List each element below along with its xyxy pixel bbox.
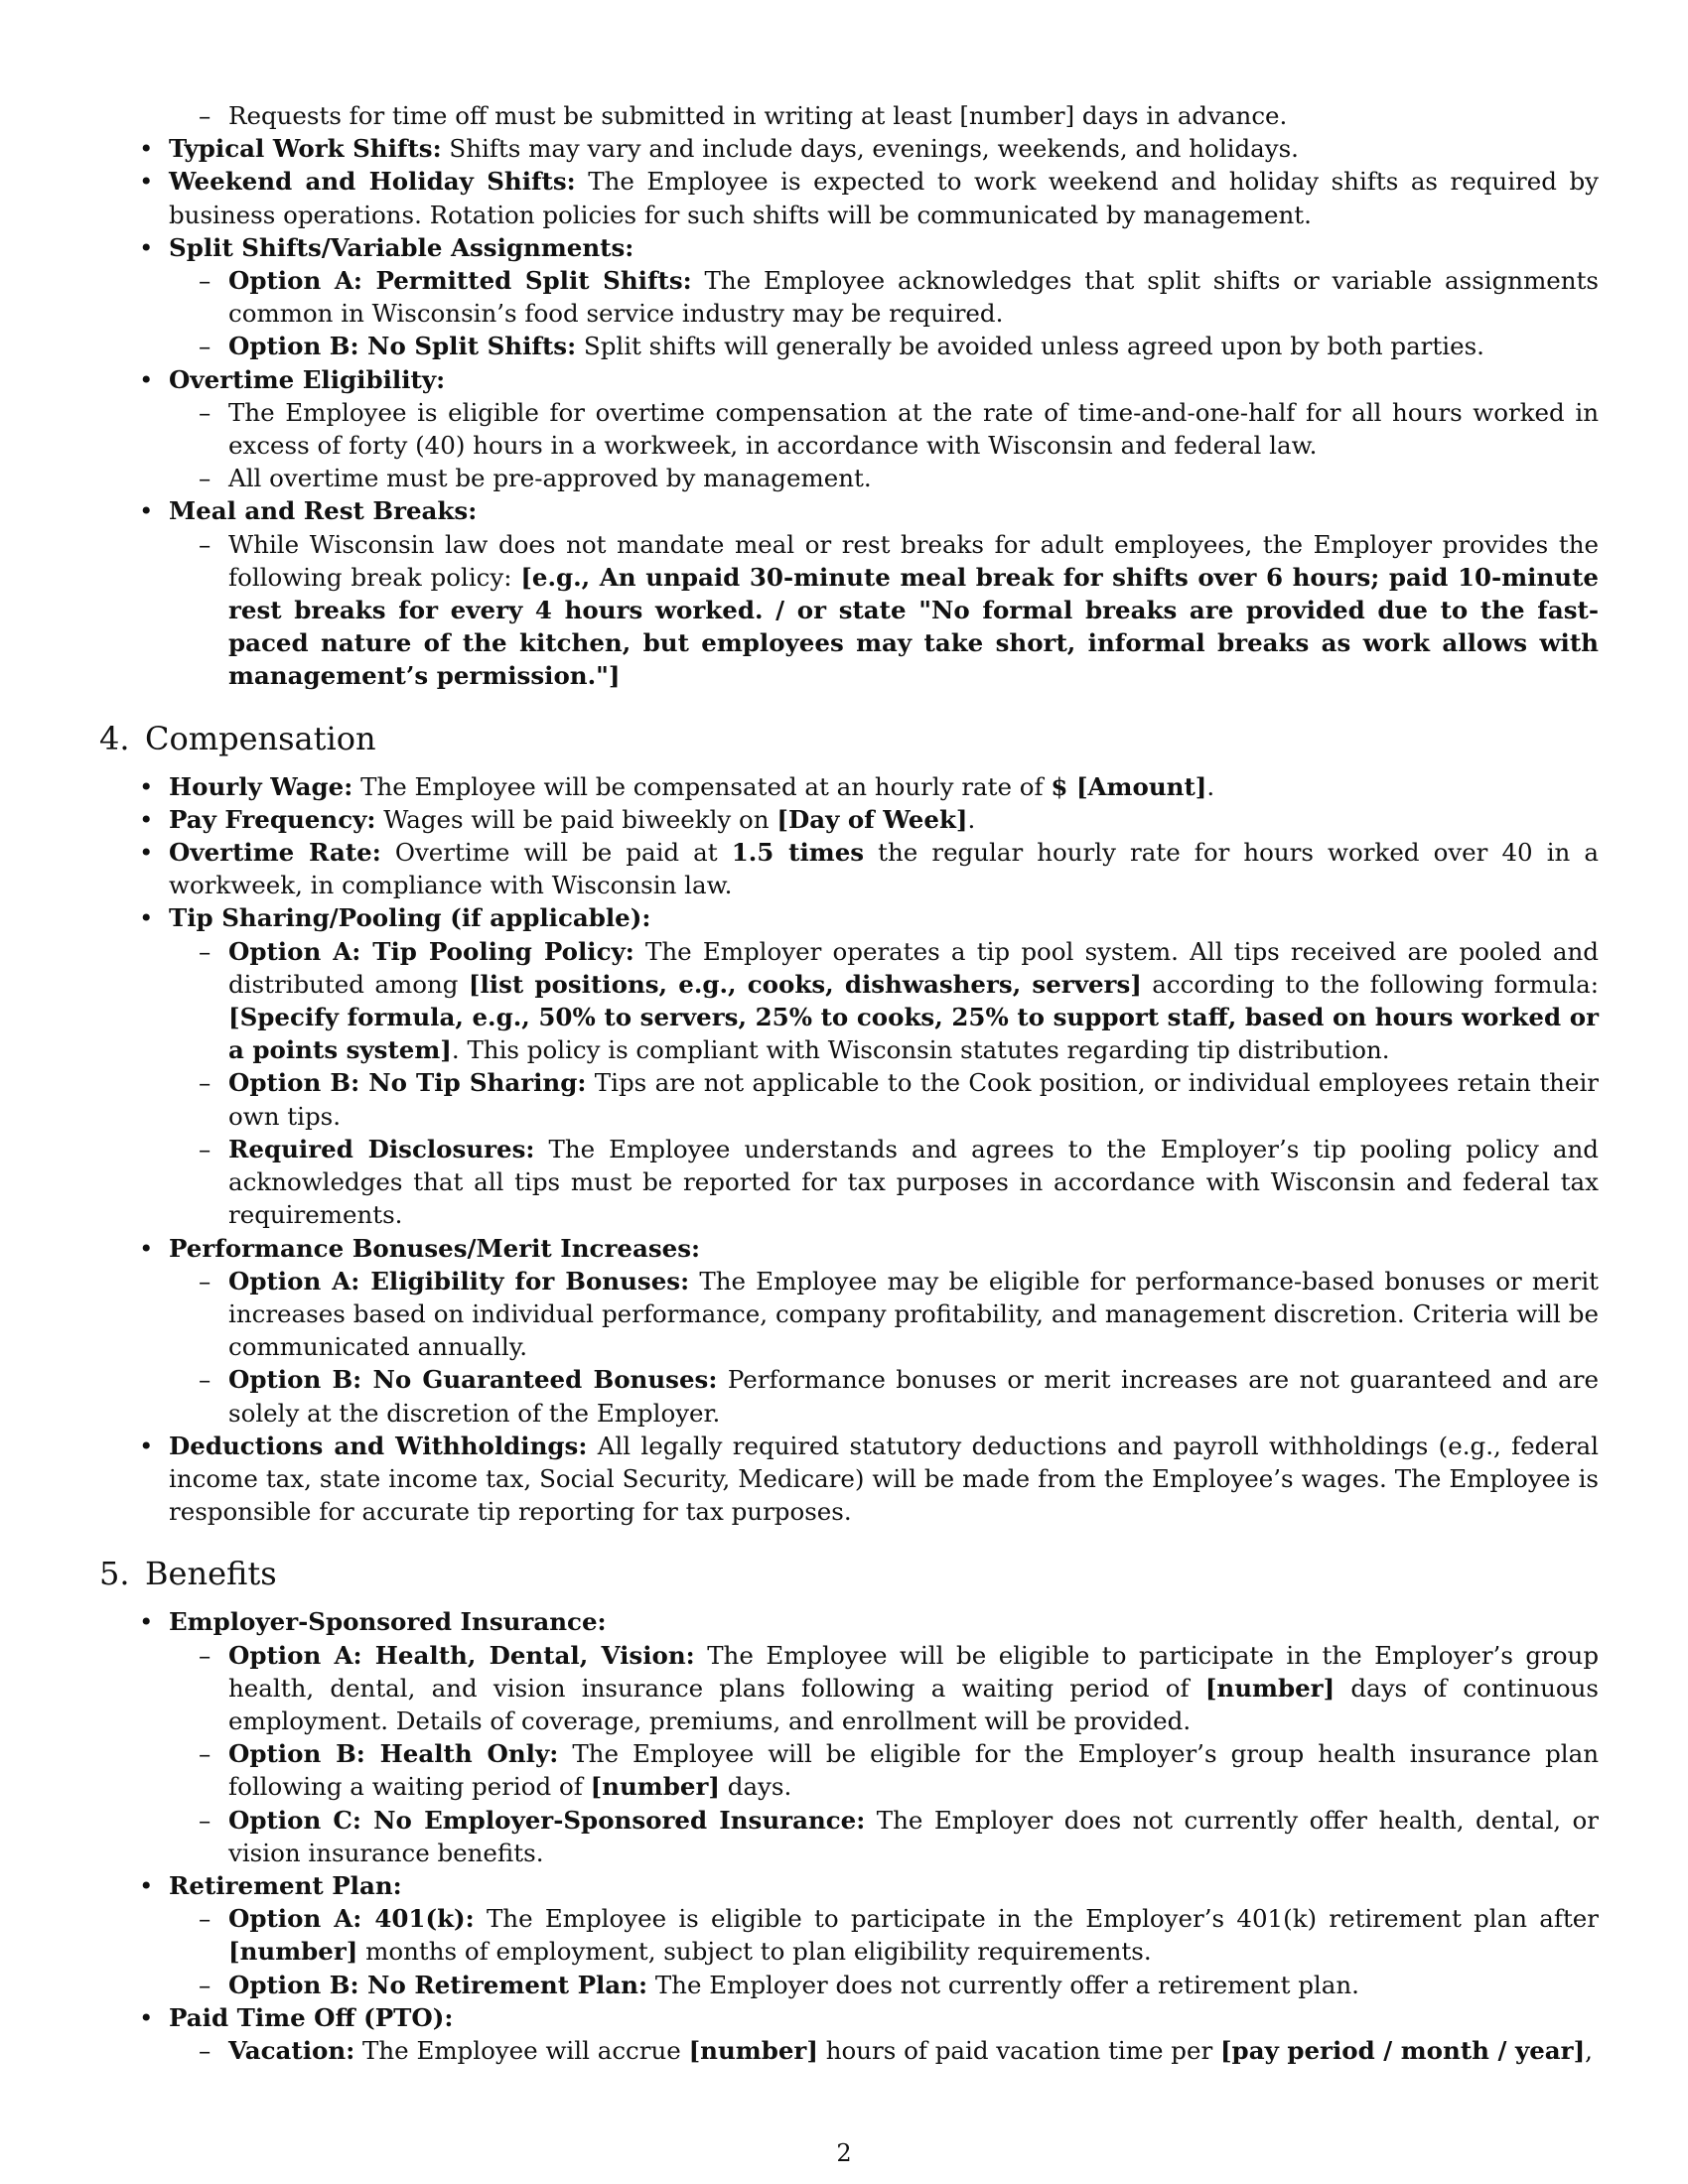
meal-breaks-item: • Meal and Rest Breaks: <box>139 496 478 526</box>
typical-shifts-item: • Typical Work Shifts: Shifts may vary and include days, evenings, weekends, and holidays. <box>139 134 1299 164</box>
bonus-option-b: – Option B: No Guaranteed Bonuses: Performance bonuses or merit increases are not guaranteed and are solely at the discretion of the Employer. <box>199 1365 1599 1428</box>
insurance-option-b: – Option B: Health Only: The Employee will be eligible for the Employer’s group health insurance plan following a waiting period of [number] days. <box>199 1739 1599 1802</box>
page-number: 2 <box>836 2139 852 2167</box>
document-page <box>99 99 1599 2067</box>
section-heading-benefits: 5. Benefits <box>99 1555 277 1593</box>
section-heading-compensation: 4. Compensation <box>99 719 376 757</box>
retirement-item: • Retirement Plan: <box>139 1870 402 1900</box>
retirement-option-b: – Option B: No Retirement Plan: The Employer does not currently offer a retirement plan. <box>199 1970 1359 1999</box>
overtime-rate-item: • Overtime Rate: Overtime will be paid at 1.5 times the regular hourly rate for hours worked over 40 in a workweek, in compliance with Wisconsin law. <box>139 838 1599 900</box>
overtime-sub-2: – All overtime must be pre-approved by management. <box>199 464 872 493</box>
split-shifts-item: • Split Shifts/Variable Assignments: <box>139 232 634 262</box>
tip-option-a: – Option A: Tip Pooling Policy: The Employer operates a tip pool system. All tips received are pooled and distributed among [list positions, e.g., cooks, dishwashers, servers] according to the following formula: [Specify formula, e.g., 50% to servers, 25% to cooks, 25% to support staff, based on hours worked or a points system]. This policy is compliant with Wisconsin statutes regarding tip distribution. <box>199 936 1599 1065</box>
split-option-b: – Option B: No Split Shifts: Split shifts will generally be avoided unless agreed upon by both parties. <box>199 332 1484 361</box>
overtime-sub-1: – The Employee is eligible for overtime compensation at the rate of time-and-one-half for all hours worked in excess of forty (40) hours in a workweek, in accordance with Wisconsin and federal law. <box>199 397 1599 461</box>
timeoff-item: – Requests for time off must be submitted in writing at least [number] days in advance. <box>199 101 1288 130</box>
weekend-shifts-item: • Weekend and Holiday Shifts: The Employee is expected to work weekend and holiday shifts as required by business operations. Rotation policies for such shifts will be communicated by management. <box>139 167 1599 229</box>
timeoff-text: Requests for time off must be submitted in writing at least [number] days in advance. <box>228 101 1288 130</box>
insurance-option-c: – Option C: No Employer-Sponsored Insurance: The Employer does not currently offer health, dental, or vision insurance benefits. <box>199 1805 1599 1867</box>
overtime-eligibility-item: • Overtime Eligibility: <box>139 364 446 394</box>
meal-breaks-sub: – While Wisconsin law does not mandate meal or rest breaks for adult employees, the Employer provides the following break policy: [e.g., An unpaid 30-minute meal break for shifts over 6 hours; paid 10-minute rest breaks for every 4 hours worked. / or state "No formal breaks are provided due to the fast-paced nature of the kitchen, but employees may take short, informal breaks as work allows with management’s permission."] <box>199 529 1599 691</box>
tip-disclosures: – Required Disclosures: The Employee understands and agrees to the Employer’s tip pooling policy and acknowledges that all tips must be reported for tax purposes in accordance with Wisconsin and federal tax requirements. <box>199 1134 1599 1230</box>
pto-item: • Paid Time Off (PTO): <box>139 2002 454 2032</box>
tip-option-b: – Option B: No Tip Sharing: Tips are not applicable to the Cook position, or individual employees retain their own tips. <box>199 1068 1599 1131</box>
insurance-item: • Employer-Sponsored Insurance: <box>139 1607 607 1637</box>
bonuses-item: • Performance Bonuses/Merit Increases: <box>139 1233 701 1263</box>
pay-frequency-item: • Pay Frequency: Wages will be paid biweekly on [Day of Week]. <box>139 804 976 834</box>
deductions-item: • Deductions and Withholdings: All legally required statutory deductions and payroll withholdings (e.g., federal income tax, state income tax, Social Security, Medicare) will be made from the Employee’s wages. The Employee is responsible for accurate tip reporting for tax purposes. <box>139 1431 1599 1527</box>
insurance-option-a: – Option A: Health, Dental, Vision: The Employee will be eligible to participate in the Employer’s group health, dental, and vision insurance plans following a waiting period of [number] days of continuous employment. Details of coverage, premiums, and enrollment will be provided. <box>199 1640 1599 1735</box>
split-option-a: – Option A: Permitted Split Shifts: The Employee acknowledges that split shifts or variable assignments common in Wisconsin’s food service industry may be required. <box>199 266 1600 329</box>
retirement-option-a: – Option A: 401(k): The Employee is eligible to participate in the Employer’s 401(k) retirement plan after [number] months of employment, subject to plan eligibility requirements. <box>199 1904 1599 1967</box>
hourly-wage-item: • Hourly Wage: The Employee will be compensated at an hourly rate of $ [Amount]. <box>139 771 1215 801</box>
vacation-sub: – Vacation: The Employee will accrue [number] hours of paid vacation time per [pay period / month / year], <box>199 2035 1593 2065</box>
tip-sharing-item: • Tip Sharing/Pooling (if applicable): <box>139 903 651 933</box>
bonus-option-a: – Option A: Eligibility for Bonuses: The Employee may be eligible for performance-based bonuses or merit increases based on individual performance, company profitability, and management discretion. Criteria will be communicated annually. <box>199 1266 1600 1362</box>
